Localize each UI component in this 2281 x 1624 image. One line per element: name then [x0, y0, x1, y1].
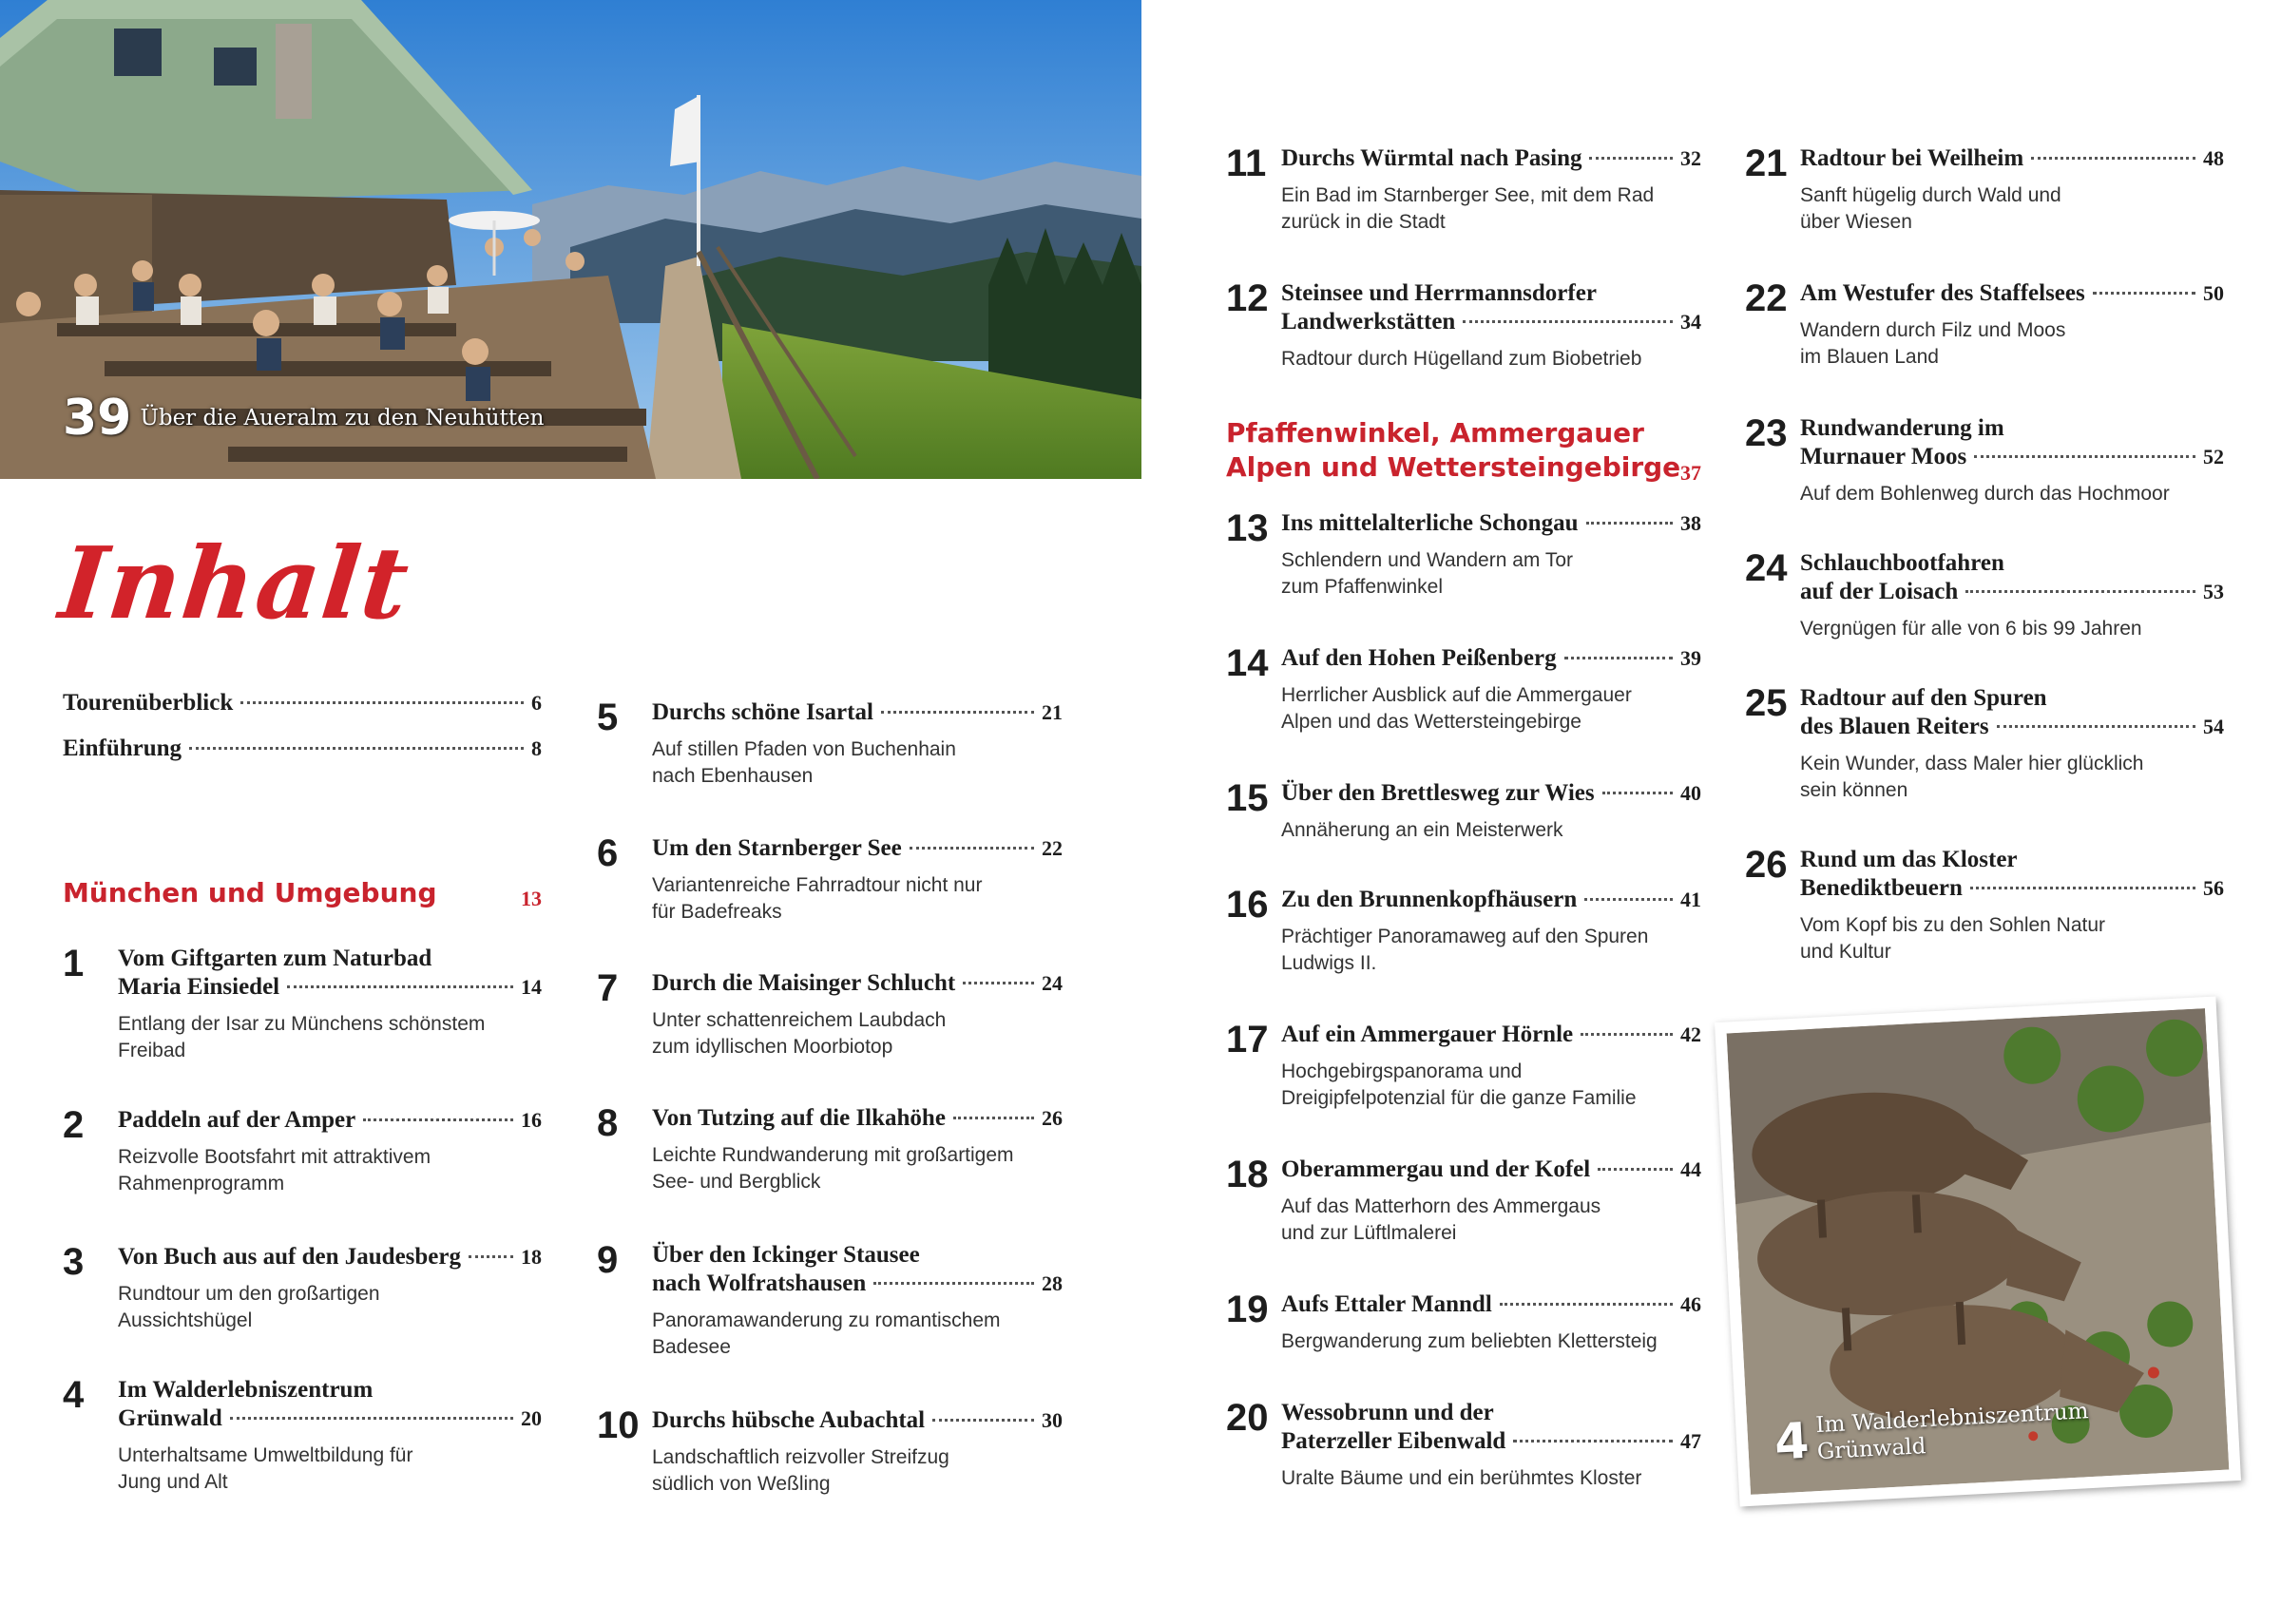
- tour-description-line: Hochgebirgspanorama und: [1281, 1060, 1523, 1082]
- intro-item[interactable]: [63, 690, 542, 716]
- tour-title-line: Durchs Würmtal nach Pasing: [1281, 145, 1582, 171]
- tour-description-line: Unter schattenreichem Laubdach: [652, 1009, 947, 1031]
- tour-description-line: sein können: [1800, 779, 1908, 801]
- page-number: 41: [1680, 888, 1701, 911]
- section-title-line: Pfaffenwinkel, Ammergauer: [1226, 417, 1644, 449]
- tour-number: 16: [1226, 884, 1269, 926]
- tour-description-line: Aussichtshügel: [118, 1309, 253, 1331]
- tour-number: 7: [597, 967, 619, 1009]
- leader-dots: [1974, 455, 2195, 458]
- tour-description: [1800, 912, 2224, 965]
- tour-title-line: des Blauen Reiters: [1800, 714, 1989, 739]
- section-header[interactable]: [63, 876, 542, 910]
- tour-title-line: Benediktbeuern: [1800, 875, 1963, 901]
- tour-description-line: Ludwigs II.: [1281, 952, 1377, 974]
- page-number: 20: [521, 1406, 542, 1430]
- tour-description-line: zum idyllischen Moorbiotop: [652, 1036, 893, 1058]
- tour-description-line: Jung und Alt: [118, 1471, 228, 1493]
- tour-number: 8: [597, 1102, 619, 1144]
- photo-tour-number: 4: [1773, 1412, 1811, 1472]
- tour-description: [1281, 1059, 1701, 1112]
- leader-dots: [240, 701, 524, 704]
- photo-caption: [63, 390, 545, 447]
- tour-description-line: Auf das Matterhorn des Ammergaus: [1281, 1195, 1601, 1217]
- leader-dots: [1602, 792, 1673, 794]
- tour-description: [118, 1011, 542, 1064]
- tour-description-line: Bergwanderung zum beliebten Klettersteig: [1281, 1330, 1658, 1352]
- section-page-number: 37: [1680, 461, 1701, 485]
- leader-dots: [953, 1117, 1034, 1119]
- tour-title-line: Auf den Hohen Peißenberg: [1281, 645, 1557, 671]
- tour-description-line: Auf stillen Pfaden von Buchenhain: [652, 738, 956, 760]
- leader-dots: [1513, 1440, 1673, 1442]
- tour-number: 20: [1226, 1397, 1269, 1439]
- photo-caption-text: Über die Aueralm zu den Neuhütten: [140, 406, 545, 430]
- tour-description-line: Rahmenprogramm: [118, 1173, 285, 1194]
- leader-dots: [1598, 1168, 1673, 1171]
- tour-description-line: Alpen und das Wettersteingebirge: [1281, 711, 1581, 733]
- photo-caption-line: Grünwald: [1816, 1434, 1927, 1465]
- tour-description: [118, 1442, 542, 1496]
- leader-dots: [2093, 292, 2195, 295]
- section-page-number: 13: [521, 887, 542, 910]
- tour-title-line: Radtour auf den Spuren: [1800, 685, 2047, 711]
- page-number: 54: [2203, 715, 2224, 738]
- tour-title-line: Aufs Ettaler Manndl: [1281, 1291, 1492, 1317]
- leader-dots: [1965, 590, 2195, 593]
- tour-title-line: Ins mittelalterliche Schongau: [1281, 510, 1579, 536]
- tour-title-line: Von Tutzing auf die Ilkahöhe: [652, 1105, 946, 1131]
- leader-dots: [230, 1417, 513, 1420]
- leader-dots: [1500, 1303, 1673, 1306]
- section-header[interactable]: [1226, 416, 1701, 485]
- page-number: 26: [1042, 1106, 1063, 1130]
- leader-dots: [2031, 157, 2195, 160]
- tour-description: [1800, 182, 2224, 236]
- tour-description-line: Vom Kopf bis zu den Sohlen Natur: [1800, 914, 2106, 936]
- leader-dots: [189, 747, 524, 750]
- section-title-line: Alpen und Wettersteingebirge: [1226, 451, 1681, 483]
- tour-description-line: Auf dem Bohlenweg durch das Hochmoor: [1800, 483, 2170, 505]
- intro-item-label: Tourenüberblick: [63, 690, 234, 716]
- tour-title-line: Steinsee und Herrmannsdorfer: [1281, 280, 1597, 306]
- tour-description: [1281, 182, 1701, 236]
- leader-dots: [910, 847, 1034, 850]
- tour-description-line: Schlendern und Wandern am Tor: [1281, 549, 1574, 571]
- tour-description-line: Radtour durch Hügelland zum Biobetrieb: [1281, 348, 1642, 370]
- leader-dots: [1970, 887, 2195, 889]
- tour-description-line: Reizvolle Bootsfahrt mit attraktivem: [118, 1146, 431, 1168]
- page-number: 40: [1680, 781, 1701, 805]
- leader-dots: [1564, 657, 1673, 659]
- page-number: 21: [1042, 700, 1063, 724]
- tour-number: 4: [63, 1374, 85, 1416]
- section-title: München und Umgebung: [63, 877, 437, 908]
- leader-dots: [932, 1419, 1034, 1422]
- page-number: 16: [521, 1108, 542, 1132]
- leader-dots: [287, 985, 513, 988]
- hero-photo: [0, 0, 1141, 479]
- tour-number: 25: [1745, 682, 1788, 724]
- leader-dots: [963, 982, 1034, 984]
- tour-number: 18: [1226, 1154, 1269, 1195]
- tour-description: [1281, 682, 1701, 736]
- tour-title-line: Landwerkstätten: [1281, 309, 1456, 334]
- tour-description: [652, 1308, 1063, 1361]
- tour-title-line: Über den Brettlesweg zur Wies: [1281, 780, 1595, 806]
- tour-title-line: Durchs hübsche Aubachtal: [652, 1407, 926, 1433]
- tour-description-line: Dreigipfelpotenzial für die ganze Familie: [1281, 1087, 1637, 1109]
- tour-description-line: Freibad: [118, 1040, 186, 1061]
- page-number: 14: [521, 975, 542, 999]
- tour-number: 3: [63, 1241, 85, 1283]
- tour-description: [1281, 1465, 1701, 1492]
- tour-description-line: und zur Lüftlmalerei: [1281, 1222, 1457, 1244]
- leader-dots: [1584, 898, 1673, 901]
- tour-title-line: auf der Loisach: [1800, 579, 1959, 604]
- tour-number: 21: [1745, 143, 1788, 184]
- tour-number: 17: [1226, 1019, 1269, 1060]
- page-number: 30: [1042, 1408, 1063, 1432]
- tour-description: [118, 1144, 542, 1197]
- tour-number: 23: [1745, 412, 1788, 454]
- tour-number: 6: [597, 832, 619, 874]
- tour-title-line: Schlauchbootfahren: [1800, 550, 2004, 576]
- tour-number: 9: [597, 1239, 619, 1281]
- tour-description: [118, 1281, 542, 1334]
- tour-title-line: Paddeln auf der Amper: [118, 1107, 356, 1133]
- leader-dots: [881, 711, 1034, 714]
- page-number: 47: [1680, 1429, 1701, 1453]
- tour-title-line: Paterzeller Eibenwald: [1281, 1428, 1506, 1454]
- tour-description: [652, 736, 1063, 790]
- leader-dots: [363, 1118, 513, 1121]
- tour-number: 10: [597, 1404, 640, 1446]
- page-number: 53: [2203, 580, 2224, 603]
- tour-description-line: Panoramawanderung zu romantischem: [652, 1309, 1001, 1331]
- page-number: 24: [1042, 971, 1063, 995]
- tour-description-line: Ein Bad im Starnberger See, mit dem Rad: [1281, 184, 1655, 206]
- tour-title-line: Radtour bei Weilheim: [1800, 145, 2024, 171]
- tour-title-line: Am Westufer des Staffelsees: [1800, 280, 2085, 306]
- tour-title-line: Oberammergau und der Kofel: [1281, 1156, 1591, 1182]
- tour-number: 5: [597, 697, 619, 738]
- tour-description: [1281, 1328, 1701, 1355]
- tour-number: 24: [1745, 547, 1788, 589]
- tour-description-line: Sanft hügelig durch Wald und: [1800, 184, 2061, 206]
- tour-title-line: Durch die Maisinger Schlucht: [652, 970, 956, 996]
- tour-description: [652, 1444, 1063, 1498]
- tour-title-line: nach Wolfratshausen: [652, 1271, 867, 1296]
- tour-title-line: Über den Ickinger Stausee: [652, 1242, 920, 1268]
- tour-description: [1281, 924, 1701, 977]
- tour-title-line: Wessobrunn und der: [1281, 1400, 1494, 1425]
- tour-description-line: Herrlicher Ausblick auf die Ammergauer: [1281, 684, 1632, 706]
- tour-title-line: Murnauer Moos: [1800, 444, 1967, 469]
- tour-description: [1800, 616, 2224, 642]
- tour-number: 15: [1226, 777, 1269, 819]
- tour-number: 22: [1745, 277, 1788, 319]
- tour-title-line: Auf ein Ammergauer Hörnle: [1281, 1022, 1574, 1047]
- leader-dots: [1997, 725, 2195, 728]
- tour-title-line: Maria Einsiedel: [118, 974, 280, 1000]
- page-number: 48: [2203, 146, 2224, 170]
- tour-description: [652, 1007, 1063, 1060]
- tour-description: [652, 872, 1063, 926]
- tour-description-line: Kein Wunder, dass Maler hier glücklich: [1800, 753, 2144, 774]
- page-number: 18: [521, 1245, 542, 1269]
- page-number: 6: [531, 691, 542, 715]
- tour-number: 12: [1226, 277, 1269, 319]
- tour-description-line: See- und Bergblick: [652, 1171, 821, 1193]
- leader-dots: [873, 1282, 1034, 1285]
- tour-description-line: Rundtour um den großartigen: [118, 1283, 380, 1305]
- leader-dots: [1589, 157, 1673, 160]
- tour-description-line: Leichte Rundwanderung mit großartigem: [652, 1144, 1014, 1166]
- tour-description-line: Annäherung an ein Meisterwerk: [1281, 819, 1563, 841]
- tour-description-line: Badesee: [652, 1336, 731, 1358]
- page-number: 46: [1680, 1292, 1701, 1316]
- page-number: 44: [1680, 1157, 1701, 1181]
- page-number: 39: [1680, 646, 1701, 670]
- page-number: 42: [1680, 1022, 1701, 1046]
- tour-description: [1281, 1194, 1701, 1247]
- page-number: 34: [1680, 310, 1701, 334]
- leader-dots: [469, 1255, 513, 1258]
- tour-description: [1800, 751, 2224, 804]
- leader-dots: [1463, 320, 1673, 323]
- page-number: 52: [2203, 445, 2224, 468]
- tour-description-line: Vergnügen für alle von 6 bis 99 Jahren: [1800, 618, 2142, 640]
- tour-title-line: Vom Giftgarten zum Naturbad: [118, 946, 432, 971]
- tour-description: [1281, 817, 1701, 844]
- page-title: Inhalt: [54, 525, 416, 641]
- leader-dots: [1581, 1033, 1673, 1036]
- tour-title-line: Zu den Brunnenkopfhäusern: [1281, 887, 1578, 912]
- tour-description-line: zurück in die Stadt: [1281, 211, 1446, 233]
- tour-title-line: Von Buch aus auf den Jaudesberg: [118, 1244, 461, 1270]
- tour-number: 14: [1226, 642, 1269, 684]
- leader-dots: [1586, 522, 1674, 525]
- tour-description-line: südlich von Weßling: [652, 1473, 831, 1495]
- tour-title-line: Durchs schöne Isartal: [652, 699, 873, 725]
- tour-number: 26: [1745, 844, 1788, 886]
- photo-caption-line: Im Walderlebniszentrum: [1814, 1399, 2090, 1439]
- tour-description: [1800, 481, 2224, 507]
- tour-description-line: Unterhaltsame Umweltbildung für: [118, 1444, 413, 1466]
- tour-number: 13: [1226, 507, 1269, 549]
- tour-description-line: Wandern durch Filz und Moos: [1800, 319, 2066, 341]
- tour-number: 19: [1226, 1289, 1269, 1330]
- tour-number: 1: [63, 943, 85, 984]
- tour-description-line: Prächtiger Panoramaweg auf den Spuren: [1281, 926, 1649, 947]
- page-number: 8: [531, 736, 542, 760]
- tour-description-line: im Blauen Land: [1800, 346, 1939, 368]
- tour-description-line: Variantenreiche Fahrradtour nicht nur: [652, 874, 983, 896]
- tour-title-line: Rund um das Kloster: [1800, 847, 2018, 872]
- tour-description-line: und Kultur: [1800, 941, 1891, 963]
- intro-item-label: Einführung: [63, 736, 182, 761]
- tour-description-line: Uralte Bäume und ein berühmtes Kloster: [1281, 1467, 1642, 1489]
- tour-description: [652, 1142, 1063, 1195]
- tour-number: 11: [1226, 143, 1267, 184]
- tour-description-line: Landschaftlich reizvoller Streifzug: [652, 1446, 949, 1468]
- tour-description-line: nach Ebenhausen: [652, 765, 814, 787]
- boar-photo: [1715, 997, 2241, 1507]
- tour-number: 2: [63, 1104, 85, 1146]
- tour-description: [1281, 346, 1701, 373]
- tour-title-line: Grünwald: [118, 1405, 222, 1431]
- tour-description-line: Entlang der Isar zu Münchens schönstem: [118, 1013, 486, 1035]
- tour-description: [1800, 317, 2224, 371]
- page-number: 50: [2203, 281, 2224, 305]
- tour-title-line: Um den Starnberger See: [652, 835, 902, 861]
- intro-item[interactable]: [63, 736, 542, 762]
- page-number: 28: [1042, 1271, 1063, 1295]
- page-number: 32: [1680, 146, 1701, 170]
- tour-description-line: über Wiesen: [1800, 211, 1912, 233]
- page-number: 22: [1042, 836, 1063, 860]
- tour-title-line: Im Walderlebniszentrum: [118, 1377, 374, 1403]
- page-number: 38: [1680, 511, 1701, 535]
- tour-description: [1281, 547, 1701, 601]
- tour-description-line: zum Pfaffenwinkel: [1281, 576, 1444, 598]
- page-number: 56: [2203, 876, 2224, 900]
- tour-title-line: Rundwanderung im: [1800, 415, 2004, 441]
- tour-description-line: für Badefreaks: [652, 901, 782, 923]
- photo-tour-number: 39: [63, 390, 132, 447]
